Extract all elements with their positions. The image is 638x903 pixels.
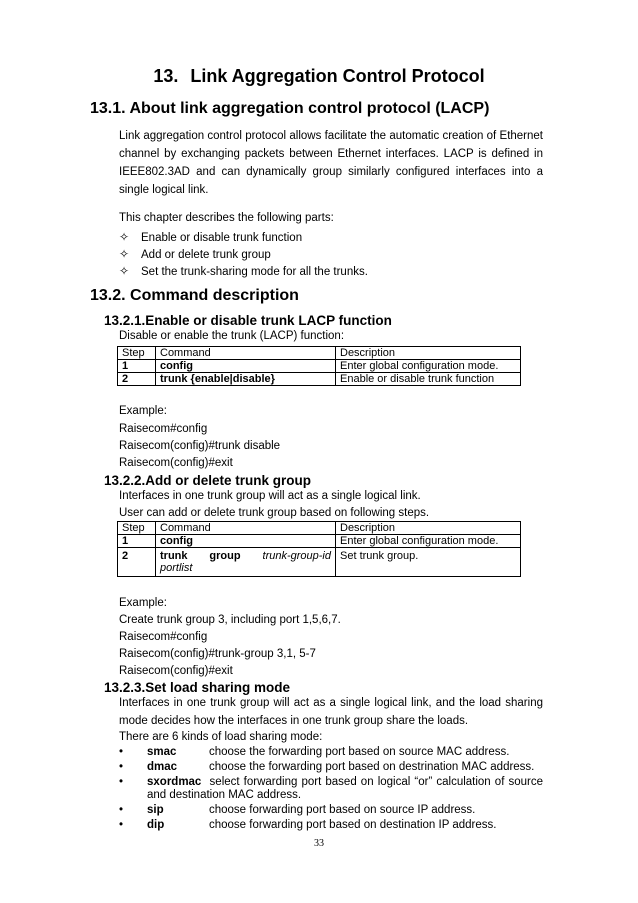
trunk-function-table bbox=[117, 346, 521, 386]
bullet-icon: • bbox=[119, 819, 124, 831]
bullet-icon: • bbox=[119, 761, 124, 773]
example-line: Create trunk group 3, including port 1,5,6,7. bbox=[119, 614, 341, 626]
list-item bbox=[119, 761, 543, 774]
command-cell bbox=[156, 548, 336, 577]
load-sharing-intro: There are 6 kinds of load sharing mode: bbox=[119, 731, 323, 743]
diamond-bullet-icon: ✧ bbox=[119, 247, 130, 261]
mode-keyword: dip bbox=[147, 819, 165, 831]
part-item-text: Enable or disable trunk function bbox=[141, 232, 303, 244]
chapter-number: 13. bbox=[153, 66, 179, 86]
chapter-title-text: Link Aggregation Control Protocol bbox=[190, 66, 485, 86]
example-label: Example: bbox=[119, 405, 167, 417]
list-item bbox=[119, 776, 543, 802]
command-parameter: portlist bbox=[160, 562, 193, 574]
section-heading-13-2: 13.2. Command description bbox=[90, 287, 299, 304]
command-parameter: trunk-group-id bbox=[262, 550, 331, 562]
part-item-text: Add or delete trunk group bbox=[141, 249, 271, 261]
trunk-group-steps-intro: User can add or delete trunk group based on following steps. bbox=[119, 507, 430, 519]
mode-keyword: dmac bbox=[147, 761, 178, 773]
command-cell: config bbox=[156, 360, 336, 373]
mode-description: choose forwarding port based on destination IP address. bbox=[209, 819, 497, 831]
part-item-text: Set the trunk-sharing mode for all the trunks. bbox=[141, 266, 368, 278]
bullet-icon: • bbox=[119, 776, 124, 788]
list-item bbox=[119, 819, 543, 832]
step-cell: 1 bbox=[118, 360, 156, 373]
example-line: Raisecom(config)#exit bbox=[119, 665, 233, 677]
table-header-cell: Command bbox=[156, 347, 336, 360]
bullet-icon: • bbox=[119, 746, 124, 758]
subsection-heading-13-2-3: 13.2.3.Set load sharing mode bbox=[104, 680, 291, 695]
bullet-icon: • bbox=[119, 804, 124, 816]
diamond-bullet-icon: ✧ bbox=[119, 230, 130, 244]
trunk-group-table bbox=[117, 521, 521, 577]
load-sharing-mode-list bbox=[119, 746, 543, 834]
command-keyword: group bbox=[209, 550, 241, 562]
list-item bbox=[119, 804, 543, 817]
example-line: Raisecom#config bbox=[119, 631, 208, 643]
description-cell: Enable or disable trunk function bbox=[336, 373, 521, 386]
part-item bbox=[119, 230, 302, 244]
table-row bbox=[118, 360, 521, 373]
example-label: Example: bbox=[119, 597, 167, 609]
step-cell: 2 bbox=[118, 373, 156, 386]
table-header-cell: Description bbox=[336, 522, 521, 535]
part-item bbox=[119, 264, 368, 278]
example-line: Raisecom(config)#exit bbox=[119, 457, 233, 469]
mode-description: choose the forwarding port based on destrination MAC address. bbox=[209, 761, 535, 773]
command-cell: config bbox=[156, 535, 336, 548]
description-cell: Enter global configuration mode. bbox=[336, 535, 521, 548]
parts-intro: This chapter describes the following parts: bbox=[119, 212, 334, 224]
table-header-row bbox=[118, 347, 521, 360]
mode-description: choose the forwarding port based on source MAC address. bbox=[209, 746, 510, 758]
example-line: Raisecom#config bbox=[119, 423, 208, 435]
mode-keyword: sip bbox=[147, 804, 164, 816]
section-13-1-paragraph: Link aggregation control protocol allows facilitate the automatic creation of Ethernet channel by exchanging packets between Ethernet interfaces. LACP is defined in IEEE802.3AD and can dynamically group similarly configured interfaces into a single logical link. bbox=[119, 130, 543, 196]
example-line: Raisecom(config)#trunk-group 3,1, 5-7 bbox=[119, 648, 316, 660]
table-row bbox=[118, 535, 521, 548]
part-item bbox=[119, 247, 271, 261]
trunk-group-description: Interfaces in one trunk group will act as a single logical link. bbox=[119, 490, 421, 502]
mode-keyword: smac bbox=[147, 746, 177, 758]
description-cell: Set trunk group. bbox=[336, 548, 521, 577]
table-header-cell: Command bbox=[156, 522, 336, 535]
mode-description: choose forwarding port based on source IP address. bbox=[209, 804, 476, 816]
table-header-cell: Step bbox=[118, 522, 156, 535]
subsection-heading-13-2-2: 13.2.2.Add or delete trunk group bbox=[104, 473, 312, 488]
load-sharing-paragraph: Interfaces in one trunk group will act as a single logical link, and the load sharing mode decides how the interfaces in one trunk group share the loads. bbox=[119, 697, 543, 727]
table-header-cell: Step bbox=[118, 347, 156, 360]
section-heading-13-1: 13.1. About link aggregation control protocol (LACP) bbox=[90, 100, 490, 117]
table-row bbox=[118, 373, 521, 386]
mode-description: select forwarding port based on logical “or” calculation of source and destination MAC address. bbox=[147, 776, 544, 801]
chapter-title bbox=[0, 66, 638, 87]
step-cell: 1 bbox=[118, 535, 156, 548]
description-cell: Enter global configuration mode. bbox=[336, 360, 521, 373]
page-number: 33 bbox=[314, 838, 324, 849]
example-line: Raisecom(config)#trunk disable bbox=[119, 440, 281, 452]
step-cell: 2 bbox=[118, 548, 156, 577]
command-cell: trunk {enable|disable} bbox=[156, 373, 336, 386]
mode-keyword: sxordmac bbox=[147, 776, 202, 788]
list-item bbox=[119, 746, 543, 759]
subsection-heading-13-2-1: 13.2.1.Enable or disable trunk LACP function bbox=[104, 313, 392, 328]
table-header-cell: Description bbox=[336, 347, 521, 360]
table-header-row bbox=[118, 522, 521, 535]
command-keyword: trunk bbox=[160, 550, 188, 562]
trunk-function-intro: Disable or enable the trunk (LACP) function: bbox=[119, 330, 345, 342]
diamond-bullet-icon: ✧ bbox=[119, 264, 130, 278]
table-row bbox=[118, 548, 521, 577]
